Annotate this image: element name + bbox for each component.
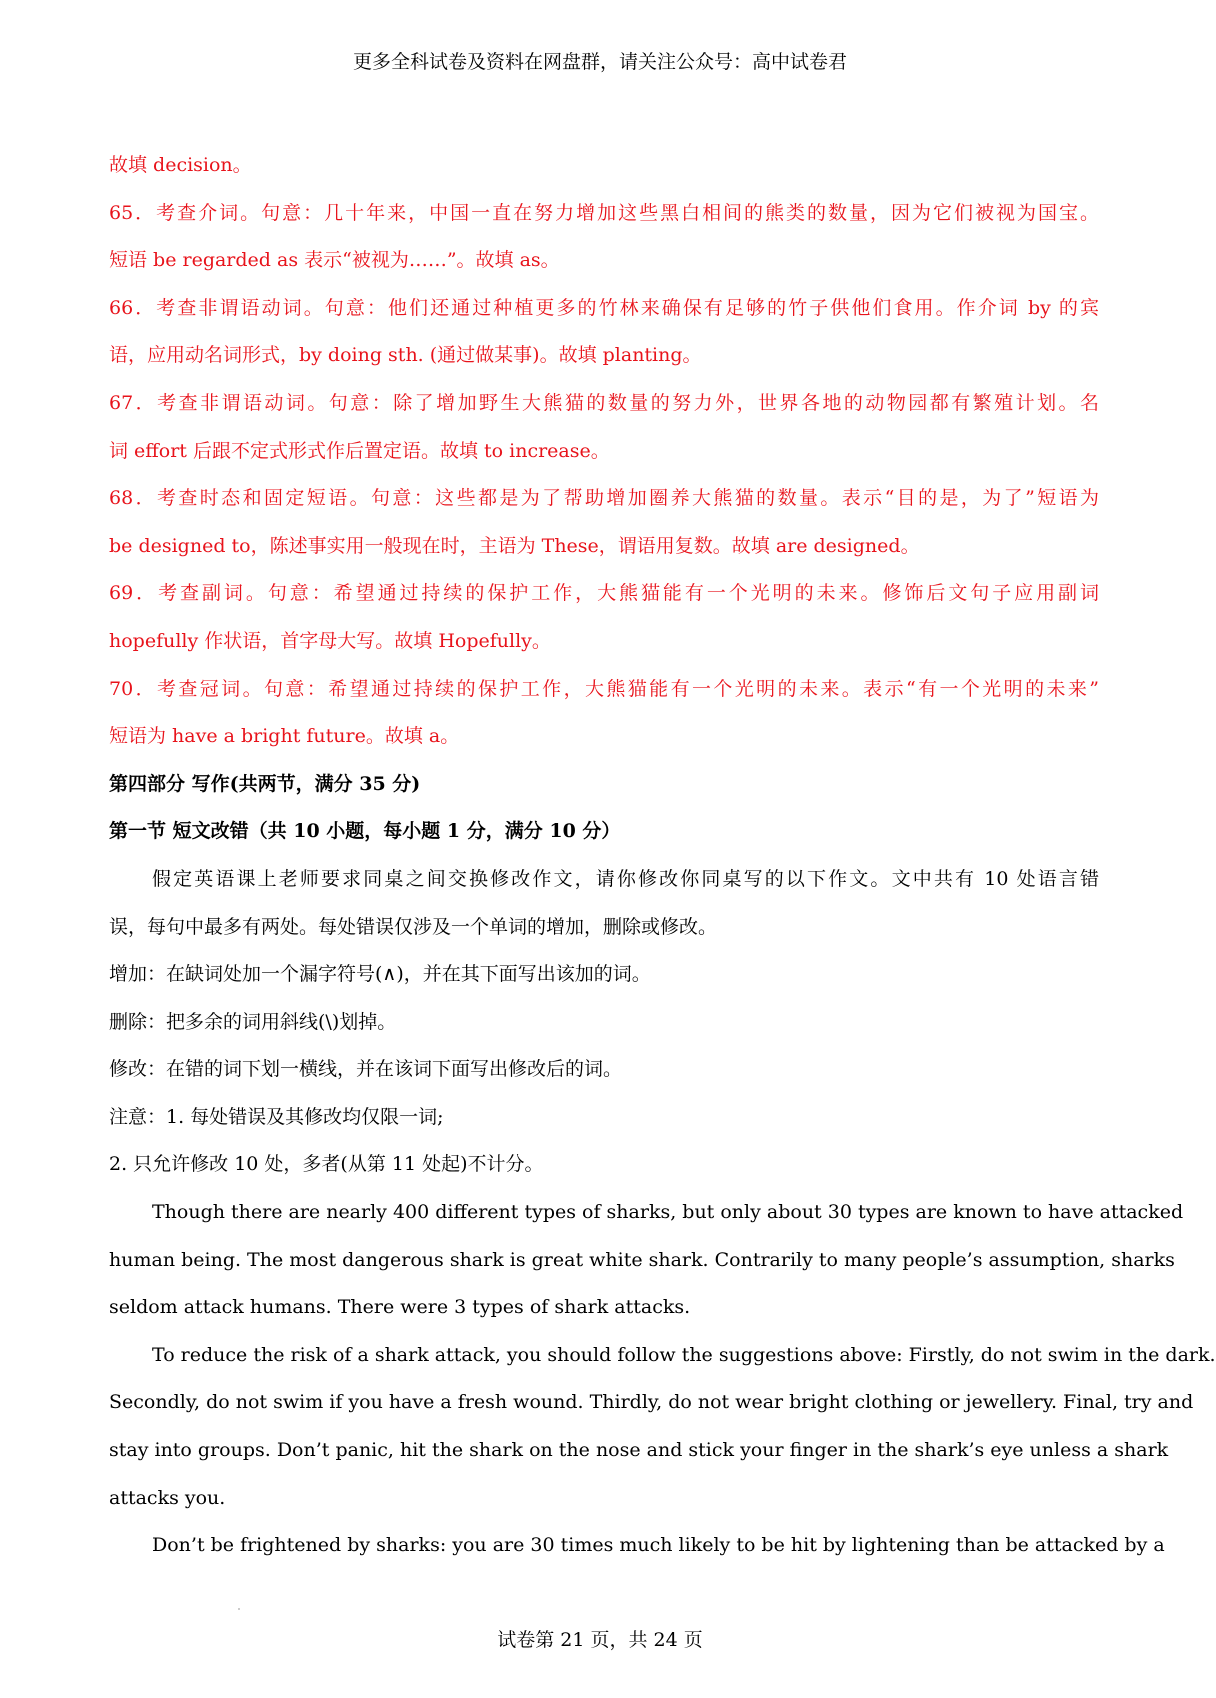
instruction-line: 删除：把多余的词用斜线(\)划掉。 [109,1010,397,1033]
instruction-line: 2. 只允许修改 10 处，多者(从第 11 处起)不计分。 [109,1153,544,1176]
passage-line: stay into groups. Don’t panic, hit the shark on the nose and stick your finger in the shark’s eye unless a shark [109,1439,1169,1462]
instruction-line: 误，每句中最多有两处。每处错误仅涉及一个单词的增加，删除或修改。 [109,915,718,938]
page-header: 更多全科试卷及资料在网盘群，请关注公众号：高中试卷君 [352,51,847,73]
section-title: 第一节 短文改错（共 10 小题，每小题 1 分，满分 10 分） [109,820,621,843]
instruction-line: 注意：1. 每处错误及其修改均仅限一词; [109,1105,444,1128]
instruction-line: 假定英语课上老师要求同桌之间交换修改作文，请你修改你同桌写的以下作文。文中共有 10 处语言错 [152,867,1099,890]
answer-line: 70．考查冠词。句意：希望通过持续的保护工作，大熊猫能有一个光明的未来。表示“有一个光明的未来” [109,677,1099,700]
answer-line: hopefully 作状语，首字母大写。故填 Hopefully。 [109,629,551,652]
passage-line: attacks you. [109,1486,226,1509]
answer-line: 短语为 have a bright future。故填 a。 [109,725,460,748]
answer-line: 词 effort 后跟不定式形式作后置定语。故填 to increase。 [109,439,610,462]
page-content [109,151,1216,1579]
answer-line: 68．考查时态和固定短语。句意：这些都是为了帮助增加圈养大熊猫的数量。表示“目的是，为了”短语为 [109,487,1099,510]
instruction-line: 增加：在缺词处加一个漏字符号(∧)，并在其下面写出该加的词。 [109,963,651,986]
passage-line: seldom attack humans. There were 3 types of shark attacks. [109,1296,691,1319]
answer-line: 67．考查非谓语动词。句意：除了增加野生大熊猫的数量的努力外，世界各地的动物园都有繁殖计划。名 [109,391,1099,414]
passage-line: To reduce the risk of a shark attack, you should follow the suggestions above: Firstly, do not swim in the dark. [152,1343,1216,1366]
answer-line: 65．考查介词。句意：几十年来，中国一直在努力增加这些黑白相间的熊类的数量，因为它们被视为国宝。 [109,201,1099,224]
answer-line: 语，应用动名词形式，by doing sth. (通过做某事)。故填 planting。 [109,344,702,367]
instruction-line: 修改：在错的词下划一横线，并在该词下面写出修改后的词。 [109,1058,623,1081]
passage-line: Though there are nearly 400 different types of sharks, but only about 30 types are known to have attacked [152,1201,1184,1224]
answer-line: 66．考查非谓语动词。句意：他们还通过种植更多的竹林来确保有足够的竹子供他们食用。作介词 by 的宾 [109,296,1099,319]
passage-line: human being. The most dangerous shark is great white shark. Contrarily to many people’s assumption, sharks [109,1248,1175,1271]
answer-line: 短语 be regarded as 表示“被视为……”。故填 as。 [109,249,560,272]
answer-line: 69．考查副词。句意：希望通过持续的保护工作，大熊猫能有一个光明的未来。修饰后文句子应用副词 [109,582,1099,605]
margin-mark [238,1608,240,1610]
answer-line: 故填 decision。 [109,154,252,176]
answer-line: be designed to，陈述事实用一般现在时，主语为 These，谓语用复数。故填 are designed。 [109,534,920,557]
page-footer: 试卷第 21 页，共 24 页 [497,1629,703,1651]
passage-line: Don’t be frightened by sharks: you are 30 times much likely to be hit by lightening than be attacked by a [152,1534,1165,1557]
part-title: 第四部分 写作(共两节，满分 35 分) [109,772,421,795]
passage-line: Secondly, do not swim if you have a fresh wound. Thirdly, do not wear bright clothing or jewellery. Final, try and [109,1391,1194,1414]
